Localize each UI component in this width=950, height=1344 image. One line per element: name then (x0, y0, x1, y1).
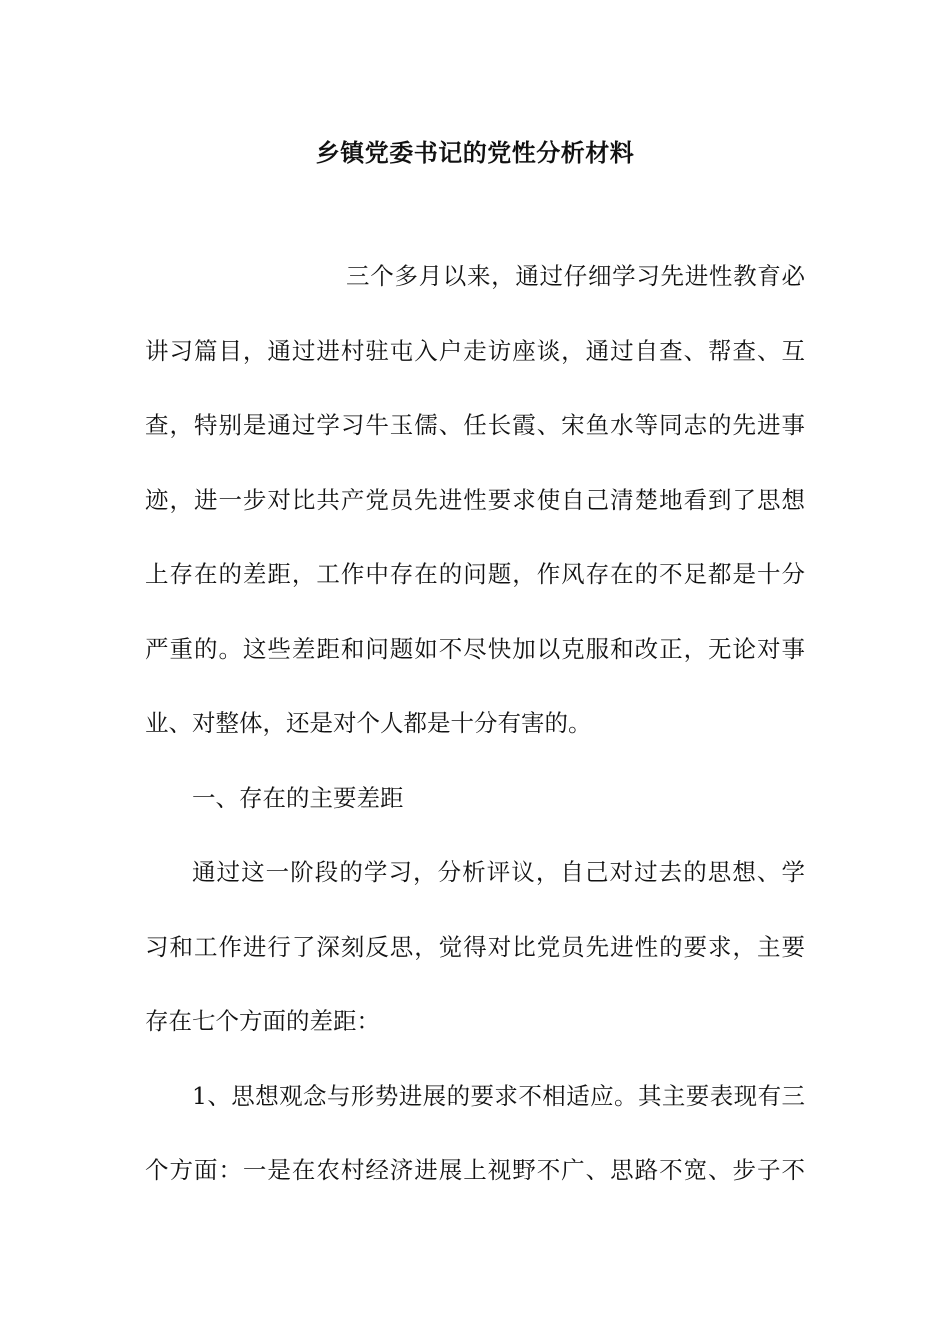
paragraph-line: 1、思想观念与形势进展的要求不相适应。其主要表现有三 (192, 1082, 805, 1110)
paragraph-line: 习和工作进行了深刻反思，觉得对比党员先进性的要求，主要 (145, 933, 805, 961)
paragraph-line: 讲习篇目，通过进村驻屯入户走访座谈，通过自查、帮查、互 (145, 337, 805, 365)
document-title: 乡镇党委书记的党性分析材料 (315, 138, 635, 167)
paragraph-line: 通过这一阶段的学习，分析评议，自己对过去的思想、学 (192, 858, 805, 886)
section-heading: 一、存在的主要差距 (192, 784, 404, 812)
paragraph-line: 查，特别是通过学习牛玉儒、任长霞、宋鱼水等同志的先进事 (145, 411, 805, 439)
paragraph-line: 迹，进一步对比共产党员先进性要求使自己清楚地看到了思想 (145, 486, 805, 514)
paragraph-line: 上存在的差距，工作中存在的问题，作风存在的不足都是十分 (145, 560, 805, 588)
paragraph-line: 业、对整体，还是对个人都是十分有害的。 (145, 709, 592, 737)
paragraph-line: 严重的。这些差距和问题如不尽快加以克服和改正，无论对事 (145, 635, 805, 663)
paragraph-line: 个方面：一是在农村经济进展上视野不广、思路不宽、步子不 (145, 1156, 805, 1184)
paragraph-line: 存在七个方面的差距： (145, 1007, 380, 1035)
paragraph-line: 三个多月以来，通过仔细学习先进性教育必 (346, 262, 805, 290)
